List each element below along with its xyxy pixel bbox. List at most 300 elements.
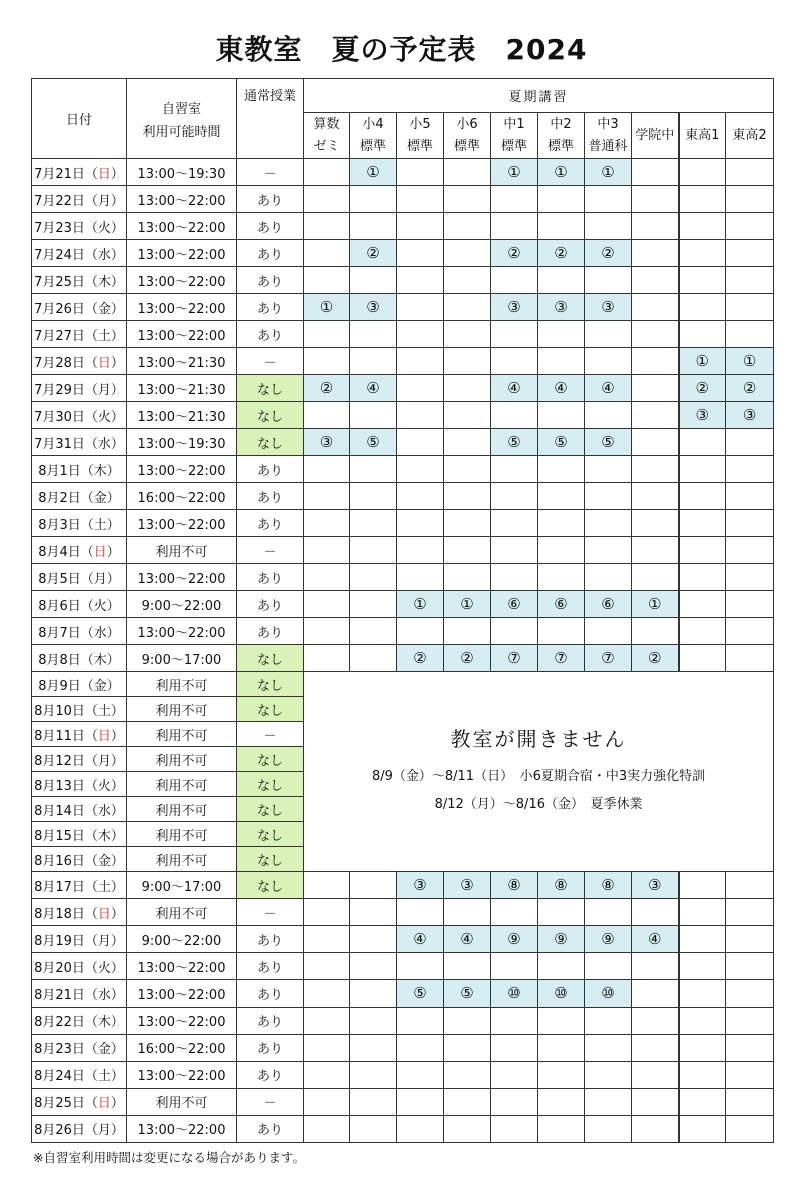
date-cell: 8月15日（木） xyxy=(32,822,127,847)
session-cell xyxy=(726,240,774,267)
session-cell xyxy=(585,321,632,348)
date-cell: 8月20日（火） xyxy=(32,953,127,980)
course-header xyxy=(632,113,679,159)
session-cell xyxy=(397,1034,444,1061)
weekday-text: 日 xyxy=(97,728,111,744)
session-cell xyxy=(444,321,491,348)
selfstudy-time-cell: 利用不可 xyxy=(127,537,237,564)
session-cell xyxy=(444,429,491,456)
session-cell xyxy=(350,348,397,375)
session-cell: ② xyxy=(444,645,491,672)
session-cell xyxy=(632,537,679,564)
weekday-text: 水 xyxy=(93,625,107,641)
session-cell xyxy=(679,953,726,980)
weekday-text: 土 xyxy=(97,328,111,344)
date-cell: 8月17日（土） xyxy=(32,872,127,899)
session-cell xyxy=(444,1088,491,1115)
regular-class-cell: あり xyxy=(237,294,304,321)
session-cell xyxy=(632,375,679,402)
date-cell: 8月24日（土） xyxy=(32,1061,127,1088)
regular-class-cell: あり xyxy=(237,980,304,1007)
regular-class-cell: － xyxy=(237,722,304,747)
session-cell xyxy=(397,159,444,186)
session-cell: ⑦ xyxy=(538,645,585,672)
session-cell xyxy=(679,537,726,564)
session-cell: ② xyxy=(585,240,632,267)
date-text: 7月25日 xyxy=(34,274,85,290)
weekday-text: 金 xyxy=(93,678,107,694)
date-text: 8月7日 xyxy=(38,625,81,641)
selfstudy-time-cell: 利用不可 xyxy=(127,672,237,697)
session-cell xyxy=(679,294,726,321)
date-cell: 8月10日（土） xyxy=(32,697,127,722)
session-cell xyxy=(679,510,726,537)
date-cell: 8月7日（水） xyxy=(32,618,127,645)
weekday-text: 土 xyxy=(97,879,111,895)
session-cell xyxy=(679,1034,726,1061)
date-text: 8月24日 xyxy=(34,1069,85,1085)
session-cell xyxy=(679,1088,726,1115)
date-text: 8月20日 xyxy=(34,960,85,976)
weekday-text: 金 xyxy=(97,301,111,317)
session-cell: ① xyxy=(444,591,491,618)
session-cell xyxy=(444,456,491,483)
session-cell xyxy=(491,267,538,294)
table-row xyxy=(32,429,774,456)
session-cell xyxy=(632,240,679,267)
weekday-text: 火 xyxy=(97,778,111,794)
selfstudy-time-cell: 利用不可 xyxy=(127,747,237,772)
session-cell xyxy=(491,213,538,240)
weekday-text: 月 xyxy=(97,933,111,949)
date-cell: 7月25日（木） xyxy=(32,267,127,294)
session-cell: ② xyxy=(491,240,538,267)
session-cell xyxy=(350,1007,397,1034)
table-row xyxy=(32,645,774,672)
session-cell xyxy=(632,510,679,537)
course-header-line1: 中1 xyxy=(503,116,525,132)
weekday-text: 月 xyxy=(97,1123,111,1139)
weekday-text: 金 xyxy=(97,1042,111,1058)
session-cell xyxy=(585,618,632,645)
table-row xyxy=(32,1115,774,1142)
table-row xyxy=(32,483,774,510)
date-cell: 8月5日（月） xyxy=(32,564,127,591)
selfstudy-time-cell: 13:00～19:30 xyxy=(127,159,237,186)
table-row xyxy=(32,1061,774,1088)
schedule-table xyxy=(31,78,774,1143)
date-text: 8月19日 xyxy=(34,933,85,949)
session-cell xyxy=(397,213,444,240)
date-cell: 8月26日（月） xyxy=(32,1115,127,1142)
session-cell xyxy=(304,953,350,980)
session-cell xyxy=(538,267,585,294)
session-cell xyxy=(679,483,726,510)
table-row xyxy=(32,240,774,267)
session-cell xyxy=(679,872,726,899)
session-cell xyxy=(397,429,444,456)
regular-class-cell: なし xyxy=(237,747,304,772)
session-cell xyxy=(444,159,491,186)
selfstudy-time-cell: 利用不可 xyxy=(127,722,237,747)
session-cell: ⑦ xyxy=(491,645,538,672)
selfstudy-time-cell: 13:00～19:30 xyxy=(127,429,237,456)
date-cell: 8月21日（水） xyxy=(32,980,127,1007)
date-text: 7月23日 xyxy=(34,220,85,236)
session-cell: ④ xyxy=(491,375,538,402)
selfstudy-time-cell: 利用不可 xyxy=(127,822,237,847)
session-cell xyxy=(726,899,774,926)
regular-class-cell: なし xyxy=(237,375,304,402)
session-cell xyxy=(585,899,632,926)
course-header-line1: 小6 xyxy=(456,116,478,132)
date-cell: 8月14日（水） xyxy=(32,797,127,822)
page-title: 東教室 夏の予定表 2024 xyxy=(215,33,588,66)
course-header-line2: 標準 xyxy=(453,138,480,154)
session-cell xyxy=(679,564,726,591)
closed-notice-line: 8/9（金）～8/11（日） 小6夏期合宿・中3実力強化特訓 xyxy=(371,768,706,784)
session-cell xyxy=(350,591,397,618)
session-cell xyxy=(491,456,538,483)
weekday-text: 火 xyxy=(97,220,111,236)
session-cell xyxy=(491,1088,538,1115)
session-cell: ① xyxy=(632,591,679,618)
selfstudy-time-cell: 利用不可 xyxy=(127,697,237,722)
course-header-line1: 東高1 xyxy=(685,127,720,143)
course-header xyxy=(491,113,538,159)
date-text: 8月16日 xyxy=(34,853,85,869)
date-text: 8月4日 xyxy=(38,544,81,560)
selfstudy-time-cell: 13:00～22:00 xyxy=(127,953,237,980)
session-cell xyxy=(444,213,491,240)
session-cell xyxy=(585,267,632,294)
date-cell: 8月16日（金） xyxy=(32,847,127,872)
session-cell xyxy=(726,953,774,980)
session-cell: ③ xyxy=(444,872,491,899)
date-cell: 8月3日（土） xyxy=(32,510,127,537)
header-selfstudy-line1: 自習室 xyxy=(161,101,201,117)
session-cell xyxy=(444,510,491,537)
session-cell: ⑩ xyxy=(491,980,538,1007)
date-cell: 7月28日（日） xyxy=(32,348,127,375)
session-cell xyxy=(304,267,350,294)
course-header-line1: 小5 xyxy=(409,116,431,132)
date-text: 7月30日 xyxy=(34,409,85,425)
session-cell xyxy=(350,1061,397,1088)
table-row xyxy=(32,321,774,348)
session-cell xyxy=(632,159,679,186)
session-cell xyxy=(632,564,679,591)
session-cell: ③ xyxy=(632,872,679,899)
session-cell xyxy=(585,564,632,591)
regular-class-cell: なし xyxy=(237,697,304,722)
table-row xyxy=(32,375,774,402)
session-cell: ⑥ xyxy=(491,591,538,618)
session-cell xyxy=(726,429,774,456)
date-text: 8月21日 xyxy=(34,987,85,1003)
session-cell: ④ xyxy=(632,926,679,953)
date-text: 8月18日 xyxy=(34,906,85,922)
session-cell xyxy=(397,510,444,537)
session-cell: ⑥ xyxy=(585,591,632,618)
weekday-text: 月 xyxy=(97,193,111,209)
session-cell xyxy=(397,267,444,294)
table-row xyxy=(32,591,774,618)
session-cell xyxy=(632,899,679,926)
course-header-line2: 標準 xyxy=(359,138,386,154)
session-cell xyxy=(726,591,774,618)
date-text: 8月17日 xyxy=(34,879,85,895)
session-cell xyxy=(350,872,397,899)
selfstudy-time-cell: 13:00～22:00 xyxy=(127,510,237,537)
session-cell xyxy=(304,321,350,348)
weekday-text: 火 xyxy=(97,960,111,976)
selfstudy-time-cell: 13:00～22:00 xyxy=(127,213,237,240)
weekday-text: 水 xyxy=(97,247,111,263)
course-header xyxy=(585,113,632,159)
session-cell xyxy=(444,1007,491,1034)
selfstudy-time-cell: 13:00～22:00 xyxy=(127,294,237,321)
session-cell xyxy=(726,564,774,591)
regular-class-cell: あり xyxy=(237,321,304,348)
selfstudy-time-cell: 利用不可 xyxy=(127,797,237,822)
session-cell xyxy=(632,186,679,213)
session-cell: ① xyxy=(350,159,397,186)
session-cell xyxy=(679,618,726,645)
session-cell xyxy=(679,321,726,348)
selfstudy-time-cell: 13:00～22:00 xyxy=(127,321,237,348)
session-cell xyxy=(679,267,726,294)
session-cell xyxy=(397,456,444,483)
session-cell xyxy=(726,926,774,953)
session-cell xyxy=(585,186,632,213)
session-cell xyxy=(397,537,444,564)
regular-class-cell: あり xyxy=(237,1007,304,1034)
session-cell xyxy=(726,980,774,1007)
weekday-text: 金 xyxy=(97,853,111,869)
session-cell xyxy=(304,899,350,926)
session-cell xyxy=(632,321,679,348)
table-row xyxy=(32,402,774,429)
session-cell xyxy=(726,645,774,672)
session-cell xyxy=(538,348,585,375)
selfstudy-time-cell: 16:00～22:00 xyxy=(127,483,237,510)
session-cell xyxy=(444,186,491,213)
regular-class-cell: － xyxy=(237,899,304,926)
session-cell xyxy=(632,456,679,483)
session-cell: ⑨ xyxy=(491,926,538,953)
session-cell: ⑤ xyxy=(585,429,632,456)
session-cell xyxy=(538,1034,585,1061)
session-cell xyxy=(350,1088,397,1115)
session-cell xyxy=(350,456,397,483)
date-text: 8月2日 xyxy=(38,490,81,506)
session-cell xyxy=(538,1088,585,1115)
weekday-text: 火 xyxy=(97,409,111,425)
session-cell xyxy=(350,537,397,564)
session-cell xyxy=(538,1007,585,1034)
session-cell xyxy=(538,564,585,591)
weekday-text: 水 xyxy=(97,436,111,452)
session-cell xyxy=(491,402,538,429)
session-cell xyxy=(538,510,585,537)
session-cell xyxy=(444,402,491,429)
regular-class-cell: なし xyxy=(237,429,304,456)
session-cell: ⑤ xyxy=(397,980,444,1007)
session-cell xyxy=(632,1061,679,1088)
session-cell xyxy=(585,1088,632,1115)
date-text: 8月14日 xyxy=(34,803,85,819)
session-cell xyxy=(632,1007,679,1034)
session-cell xyxy=(304,456,350,483)
table-row xyxy=(32,980,774,1007)
session-cell xyxy=(304,159,350,186)
selfstudy-time-cell: 13:00～22:00 xyxy=(127,1007,237,1034)
session-cell xyxy=(304,1034,350,1061)
selfstudy-time-cell: 利用不可 xyxy=(127,847,237,872)
date-text: 8月10日 xyxy=(34,703,85,719)
session-cell xyxy=(304,510,350,537)
course-header-line1: 算数 xyxy=(313,116,340,132)
session-cell xyxy=(444,294,491,321)
course-header xyxy=(538,113,585,159)
selfstudy-time-cell: 13:00～22:00 xyxy=(127,1061,237,1088)
session-cell: ③ xyxy=(397,872,444,899)
weekday-text: 土 xyxy=(93,517,107,533)
session-cell xyxy=(726,537,774,564)
course-header xyxy=(304,113,350,159)
selfstudy-time-cell: 13:00～21:30 xyxy=(127,402,237,429)
session-cell: ① xyxy=(679,348,726,375)
selfstudy-time-cell: 13:00～21:30 xyxy=(127,375,237,402)
session-cell xyxy=(397,953,444,980)
date-text: 7月29日 xyxy=(34,382,85,398)
session-cell xyxy=(585,1007,632,1034)
date-cell: 7月30日（火） xyxy=(32,402,127,429)
closed-notice-line: 8/12（月）～8/16（金） 夏季休業 xyxy=(434,796,643,812)
session-cell xyxy=(585,1034,632,1061)
session-cell xyxy=(350,510,397,537)
regular-class-cell: あり xyxy=(237,1034,304,1061)
date-text: 8月11日 xyxy=(34,728,85,744)
session-cell xyxy=(726,294,774,321)
course-header-line1: 中2 xyxy=(550,116,572,132)
session-cell: ⑨ xyxy=(585,926,632,953)
weekday-text: 月 xyxy=(97,382,111,398)
session-cell xyxy=(304,483,350,510)
closed-notice xyxy=(304,672,774,872)
date-text: 8月26日 xyxy=(34,1123,85,1139)
footnote: ※自習室利用時間は変更になる場合があります。 xyxy=(33,1150,305,1165)
weekday-text: 日 xyxy=(97,355,111,371)
session-cell xyxy=(350,618,397,645)
session-cell xyxy=(585,1115,632,1142)
session-cell xyxy=(491,1034,538,1061)
session-cell xyxy=(632,294,679,321)
date-cell: 8月9日（金） xyxy=(32,672,127,697)
session-cell: ① xyxy=(397,591,444,618)
date-text: 8月12日 xyxy=(34,753,85,769)
selfstudy-time-cell: 9:00～17:00 xyxy=(127,872,237,899)
weekday-text: 木 xyxy=(93,463,107,479)
session-cell xyxy=(726,483,774,510)
regular-class-cell: なし xyxy=(237,672,304,697)
regular-class-cell: なし xyxy=(237,772,304,797)
regular-class-cell: あり xyxy=(237,1115,304,1142)
session-cell xyxy=(397,618,444,645)
session-cell: ④ xyxy=(444,926,491,953)
session-cell xyxy=(397,186,444,213)
selfstudy-time-cell: 13:00～22:00 xyxy=(127,240,237,267)
session-cell xyxy=(726,159,774,186)
session-cell: ③ xyxy=(350,294,397,321)
session-cell xyxy=(304,618,350,645)
session-cell xyxy=(350,953,397,980)
session-cell xyxy=(585,1061,632,1088)
selfstudy-time-cell: 13:00～22:00 xyxy=(127,1115,237,1142)
regular-class-cell: あり xyxy=(237,953,304,980)
table-row xyxy=(32,872,774,899)
selfstudy-time-cell: 13:00～21:30 xyxy=(127,348,237,375)
session-cell xyxy=(304,1007,350,1034)
course-header-line1: 学院中 xyxy=(635,127,675,143)
weekday-text: 水 xyxy=(97,803,111,819)
table-header xyxy=(32,79,774,159)
session-cell xyxy=(632,1088,679,1115)
table-row xyxy=(32,564,774,591)
session-cell xyxy=(538,186,585,213)
weekday-text: 火 xyxy=(93,598,107,614)
session-cell xyxy=(304,402,350,429)
session-cell xyxy=(444,899,491,926)
date-text: 8月3日 xyxy=(38,517,81,533)
session-cell xyxy=(304,564,350,591)
date-cell: 8月2日（金） xyxy=(32,483,127,510)
date-cell: 8月6日（火） xyxy=(32,591,127,618)
date-cell: 8月22日（木） xyxy=(32,1007,127,1034)
session-cell xyxy=(304,240,350,267)
table-row xyxy=(32,510,774,537)
date-text: 7月31日 xyxy=(34,436,85,452)
session-cell xyxy=(397,483,444,510)
regular-class-cell: あり xyxy=(237,591,304,618)
session-cell: ⑧ xyxy=(491,872,538,899)
date-cell: 8月1日（木） xyxy=(32,456,127,483)
session-cell xyxy=(632,213,679,240)
session-cell xyxy=(679,899,726,926)
session-cell xyxy=(679,980,726,1007)
session-cell xyxy=(350,980,397,1007)
session-cell: ④ xyxy=(397,926,444,953)
session-cell xyxy=(632,429,679,456)
session-cell xyxy=(491,1061,538,1088)
table-row xyxy=(32,672,774,697)
selfstudy-time-cell: 9:00～22:00 xyxy=(127,926,237,953)
regular-class-cell: あり xyxy=(237,483,304,510)
session-cell xyxy=(350,926,397,953)
course-header xyxy=(444,113,491,159)
date-text: 7月24日 xyxy=(34,247,85,263)
weekday-text: 月 xyxy=(97,753,111,769)
session-cell xyxy=(397,375,444,402)
regular-class-cell: なし xyxy=(237,847,304,872)
session-cell xyxy=(491,953,538,980)
date-text: 8月5日 xyxy=(38,571,81,587)
date-cell: 7月31日（水） xyxy=(32,429,127,456)
date-cell: 7月23日（火） xyxy=(32,213,127,240)
weekday-text: 月 xyxy=(93,571,107,587)
session-cell xyxy=(726,872,774,899)
